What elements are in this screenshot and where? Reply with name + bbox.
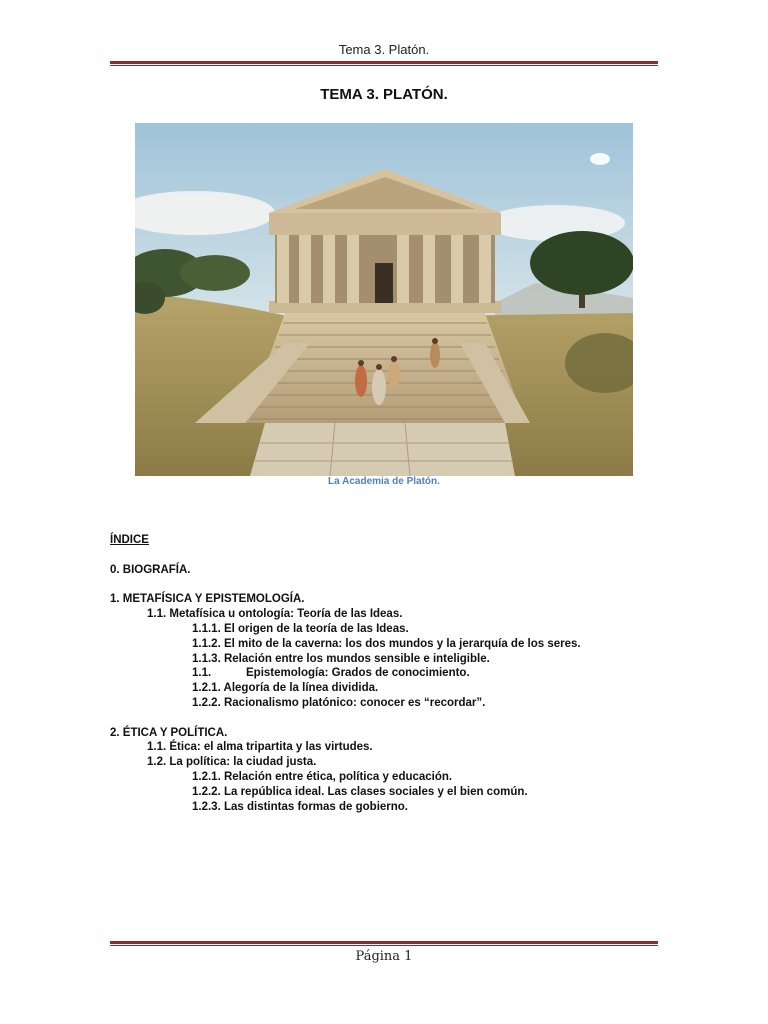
toc-item[interactable]: 1.2. La política: la ciudad justa. <box>147 756 317 768</box>
toc-item[interactable]: 1.2.2. La república ideal. Las clases sociales y el bien común. <box>192 786 528 798</box>
toc-item[interactable]: 1.1. Ética: el alma tripartita y las virtudes. <box>147 741 373 753</box>
toc-item[interactable]: 1.2.3. Las distintas formas de gobierno. <box>192 801 409 813</box>
header-rule <box>110 61 658 67</box>
toc-item[interactable]: 1.1.2. El mito de la caverna: los dos mundos y la jerarquía de los seres. <box>192 638 581 650</box>
toc-item[interactable]: 1.2.1. Relación entre ética, política y educación. <box>192 771 453 783</box>
toc-item[interactable]: 1.1.1. El origen de la teoría de las Ideas. <box>192 623 409 635</box>
toc-item-label: Epistemología: Grados de conocimiento. <box>246 667 470 679</box>
toc-item[interactable]: 1.1. Metafísica u ontología: Teoría de las Ideas. <box>147 608 403 620</box>
toc-item[interactable]: 2. ÉTICA Y POLÍTICA. <box>110 727 228 739</box>
toc-item[interactable] <box>192 667 470 679</box>
document-title: TEMA 3. PLATÓN. <box>320 86 448 103</box>
toc-item[interactable]: 1.1.3. Relación entre los mundos sensible e inteligible. <box>192 653 490 665</box>
page-header: Tema 3. Platón. <box>338 42 430 57</box>
toc-item-number: 1.1. <box>192 667 212 679</box>
toc-item[interactable]: 1.2.2. Racionalismo platónico: conocer es “recordar”. <box>192 697 486 709</box>
page-footer: Página 1 <box>355 949 413 964</box>
toc-heading: ÍNDICE <box>110 534 149 546</box>
toc-item[interactable]: 0. BIOGRAFÍA. <box>110 564 191 576</box>
toc-item[interactable]: 1. METAFÍSICA Y EPISTEMOLOGÍA. <box>110 593 305 605</box>
figure-caption: La Academia de Platón. <box>328 476 440 487</box>
toc-item[interactable]: 1.2.1. Alegoría de la línea dividida. <box>192 682 379 694</box>
academy-image <box>135 123 633 476</box>
footer-rule <box>110 941 658 947</box>
